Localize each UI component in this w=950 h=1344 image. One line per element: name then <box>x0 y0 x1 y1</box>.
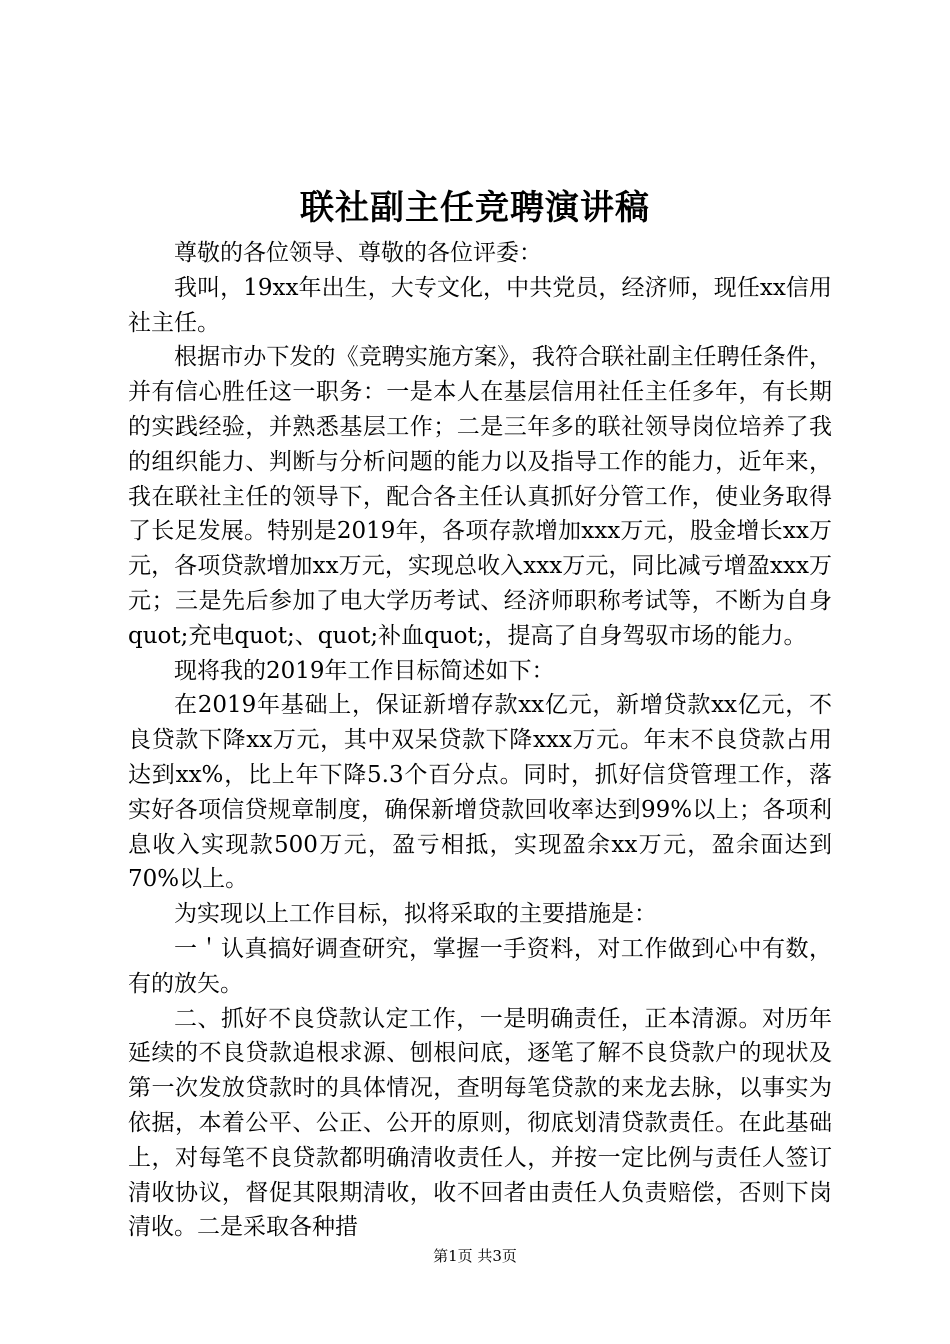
measure-two-paragraph: 二、抓好不良贷款认定工作，一是明确责任，正本清源。对历年延续的不良贷款追根求源、刨根问底，逐笔了解不良贷款户的现状及第一次发放贷款时的具体情况，查明每笔贷款的来龙去脉，以事实为依据，本着公平、公正、公开的原则，彻底划清贷款责任。在此基础上，对每笔不良贷款都明确清收责任人，并按一定比例与责任人签订清收协议，督促其限期清收，收不回者由责任人负责赔偿，否则下岗清收。二是采取各种措 <box>128 1005 832 1241</box>
salutation-paragraph: 尊敬的各位领导、尊敬的各位评委： <box>174 240 542 266</box>
document-body <box>128 236 832 1245</box>
measures-intro-paragraph: 为实现以上工作目标，拟将采取的主要措施是： <box>174 901 657 928</box>
goals-paragraph: 在2019年基础上，保证新增存款xx亿元，新增贷款xx亿元，不良贷款下降xx万元，其中双呆贷款下降xxx万元。年末不良贷款占用达到xx%，比上年下降5.3个百分点。同时，抓好信贷管理工作，落实好各项信贷规章制度，确保新增贷款回收率达到99%以上；各项利息收入实现款500万元，盈亏相抵，实现盈余xx万元，盈余面达到70%以上。 <box>128 692 832 893</box>
self-introduction-paragraph: 我叫，19xx年出生，大专文化，中共党员，经济师，现任xx信用社主任。 <box>128 274 832 336</box>
measure-one-paragraph: 一＇认真搞好调查研究，掌握一手资料，对工作做到心中有数，有的放矢。 <box>128 935 832 997</box>
qualification-paragraph: 根据市办下发的《竞聘实施方案》，我符合联社副主任聘任条件，并有信心胜任这一职务：一是本人在基层信用社任主任多年，有长期的实践经验，并熟悉基层工作；二是三年多的联社领导岗位培养了我的组织能力、判断与分析问题的能力以及指导工作的能力，近年来，我在联社主任的领导下，配合各主任认真抓好分管工作，使业务取得了长足发展。特别是2019年，各项存款增加xxx万元，股金增长xx万元，各项贷款增加xx万元，实现总收入xxx万元，同比减亏增盈xxx万元；三是先后参加了电大学历考试、经济师职称考试等，不断为自身quot;充电quot;、quot;补血quot;，提高了自身驾驭市场的能力。 <box>128 344 832 649</box>
document-title: 联社副主任竞聘演讲稿 <box>300 188 650 228</box>
page-footer: 第1页 共3页 <box>433 1247 517 1265</box>
goals-intro-paragraph: 现将我的2019年工作目标简述如下： <box>174 657 555 684</box>
